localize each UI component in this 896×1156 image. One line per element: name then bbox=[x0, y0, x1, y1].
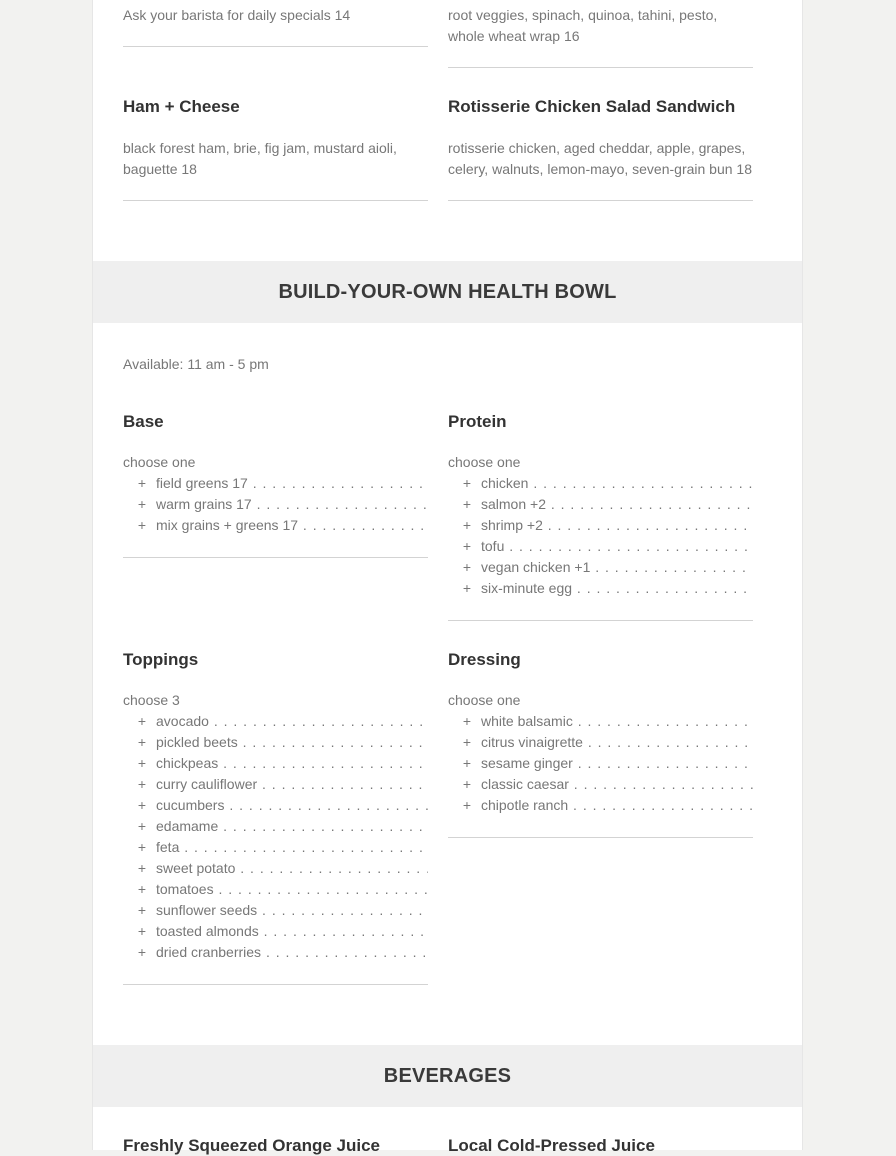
veggie-wrap-description: root veggies, spinach, quinoa, tahini, pesto, whole wheat wrap 16 bbox=[448, 7, 718, 44]
menu-option bbox=[448, 711, 753, 732]
plus-icon: + bbox=[137, 734, 147, 750]
plus-icon: + bbox=[462, 496, 472, 512]
availability-text: Available: 11 am - 5 pm bbox=[123, 356, 269, 372]
menu-option bbox=[448, 732, 753, 753]
option-label: chickpeas . . . bbox=[156, 753, 428, 774]
plus-icon: + bbox=[137, 944, 147, 960]
protein-instruction: choose one bbox=[448, 454, 521, 470]
divider bbox=[448, 200, 753, 201]
plus-icon: + bbox=[462, 713, 472, 729]
cold-pressed-juice-title: Local Cold-Pressed Juice bbox=[448, 1136, 655, 1155]
option-label: sunflower seeds . . . bbox=[156, 900, 428, 921]
plus-icon: + bbox=[137, 496, 147, 512]
menu-option bbox=[123, 858, 428, 879]
plus-icon: + bbox=[137, 923, 147, 939]
chicken-salad-description: rotisserie chicken, aged cheddar, apple, grapes, celery, walnuts, lemon-mayo, seven-grain bun 18 bbox=[448, 140, 753, 177]
divider bbox=[448, 620, 753, 621]
menu-option bbox=[448, 753, 753, 774]
option-label: citrus vinaigrette . . . bbox=[481, 732, 753, 753]
toppings-section bbox=[123, 650, 428, 963]
option-label: tofu . . . bbox=[481, 536, 753, 557]
dressing-instruction: choose one bbox=[448, 692, 521, 708]
divider bbox=[123, 200, 428, 201]
option-label: warm grains 17 . . . bbox=[156, 494, 428, 515]
option-label: shrimp +2 . . . bbox=[481, 515, 753, 536]
base-options bbox=[123, 473, 428, 536]
menu-option bbox=[123, 795, 428, 816]
plus-icon: + bbox=[137, 517, 147, 533]
menu-option bbox=[448, 578, 753, 599]
option-label: classic caesar . . . bbox=[481, 774, 753, 795]
plus-icon: + bbox=[462, 517, 472, 533]
toppings-instruction: choose 3 bbox=[123, 692, 180, 708]
plus-icon: + bbox=[137, 797, 147, 813]
menu-option bbox=[123, 816, 428, 837]
plus-icon: + bbox=[137, 755, 147, 771]
divider bbox=[123, 557, 428, 558]
menu-option bbox=[448, 557, 753, 578]
menu-option bbox=[448, 473, 753, 494]
menu-option bbox=[448, 515, 753, 536]
option-label: white balsamic . . . bbox=[481, 711, 753, 732]
option-label: sweet potato . . . bbox=[156, 858, 428, 879]
menu-option bbox=[123, 473, 428, 494]
base-section bbox=[123, 412, 428, 536]
divider bbox=[123, 984, 428, 985]
menu-option bbox=[448, 536, 753, 557]
base-title: Base bbox=[123, 412, 164, 431]
option-label: vegan chicken +1 . . . bbox=[481, 557, 753, 578]
plus-icon: + bbox=[462, 797, 472, 813]
protein-section bbox=[448, 412, 753, 599]
option-label: mix grains + greens 17 . . . bbox=[156, 515, 428, 536]
health-bowl-heading: BUILD-YOUR-OWN HEALTH BOWL bbox=[278, 280, 617, 303]
menu-option bbox=[123, 753, 428, 774]
menu-option bbox=[123, 711, 428, 732]
menu-option bbox=[448, 795, 753, 816]
plus-icon: + bbox=[462, 559, 472, 575]
orange-juice-title: Freshly Squeezed Orange Juice bbox=[123, 1136, 380, 1155]
beverages-banner bbox=[93, 1045, 802, 1107]
option-label: cucumbers . . . bbox=[156, 795, 428, 816]
option-label: avocado . . . bbox=[156, 711, 428, 732]
protein-options bbox=[448, 473, 753, 599]
toppings-title: Toppings bbox=[123, 650, 199, 669]
protein-title: Protein bbox=[448, 412, 507, 431]
menu-option bbox=[123, 942, 428, 963]
option-label: tomatoes . . . bbox=[156, 879, 428, 900]
health-bowl-banner bbox=[93, 261, 802, 323]
daily-specials-description: Ask your barista for daily specials 14 bbox=[123, 7, 351, 23]
menu-option bbox=[123, 900, 428, 921]
option-label: feta . . . bbox=[156, 837, 428, 858]
plus-icon: + bbox=[137, 902, 147, 918]
menu-option bbox=[123, 515, 428, 536]
option-label: six-minute egg . . . bbox=[481, 578, 753, 599]
plus-icon: + bbox=[462, 580, 472, 596]
option-label: dried cranberries . . . bbox=[156, 942, 428, 963]
menu-option bbox=[123, 732, 428, 753]
chicken-salad-title: Rotisserie Chicken Salad Sandwich bbox=[448, 97, 736, 116]
divider bbox=[123, 46, 428, 47]
plus-icon: + bbox=[137, 839, 147, 855]
plus-icon: + bbox=[137, 713, 147, 729]
option-label: pickled beets . . . bbox=[156, 732, 428, 753]
option-label: toasted almonds . . . bbox=[156, 921, 428, 942]
plus-icon: + bbox=[462, 475, 472, 491]
option-label: chipotle ranch . . . bbox=[481, 795, 753, 816]
plus-icon: + bbox=[462, 538, 472, 554]
dressing-title: Dressing bbox=[448, 650, 521, 669]
dressing-options bbox=[448, 711, 753, 816]
option-label: edamame . . . bbox=[156, 816, 428, 837]
ham-cheese-title: Ham + Cheese bbox=[123, 97, 240, 116]
plus-icon: + bbox=[137, 881, 147, 897]
ham-cheese-description: black forest ham, brie, fig jam, mustard aioli, baguette 18 bbox=[123, 140, 397, 177]
menu-option bbox=[123, 879, 428, 900]
menu-option bbox=[448, 494, 753, 515]
plus-icon: + bbox=[462, 776, 472, 792]
plus-icon: + bbox=[137, 818, 147, 834]
option-label: chicken . . . bbox=[481, 473, 753, 494]
menu-option bbox=[123, 774, 428, 795]
dressing-section bbox=[448, 650, 753, 816]
base-instruction: choose one bbox=[123, 454, 196, 470]
option-label: sesame ginger . . . bbox=[481, 753, 753, 774]
plus-icon: + bbox=[137, 860, 147, 876]
divider bbox=[448, 837, 753, 838]
menu-page bbox=[92, 0, 803, 1155]
menu-option bbox=[123, 921, 428, 942]
plus-icon: + bbox=[462, 734, 472, 750]
beverages-heading: BEVERAGES bbox=[383, 1064, 512, 1087]
option-label: salmon +2 . . . bbox=[481, 494, 753, 515]
plus-icon: + bbox=[137, 776, 147, 792]
plus-icon: + bbox=[137, 475, 147, 491]
menu-option bbox=[448, 774, 753, 795]
plus-icon: + bbox=[462, 755, 472, 771]
option-label: field greens 17 . . . bbox=[156, 473, 428, 494]
menu-option bbox=[123, 494, 428, 515]
divider bbox=[448, 67, 753, 68]
menu-option bbox=[123, 837, 428, 858]
option-label: curry cauliflower . . . bbox=[156, 774, 428, 795]
toppings-options bbox=[123, 711, 428, 963]
